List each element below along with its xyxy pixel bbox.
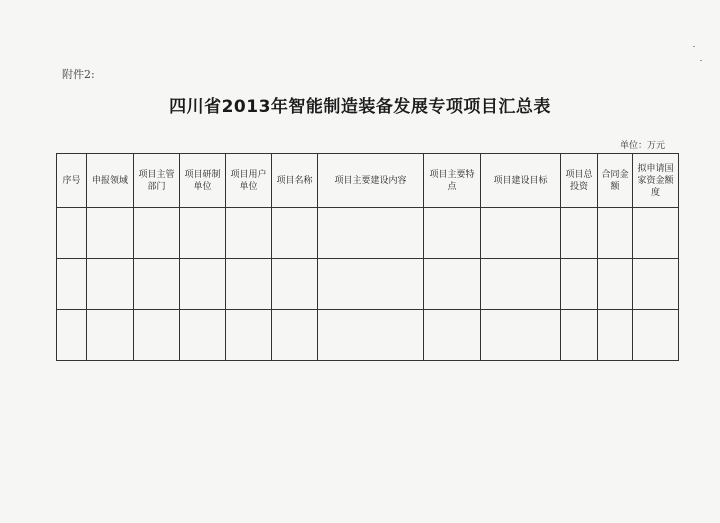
table-cell [481, 259, 561, 310]
header-cell-content: 项目主要建设内容 [318, 154, 424, 208]
document-title: 四川省2013年智能制造装备发展专项项目汇总表 [169, 97, 551, 117]
table-cell [318, 310, 424, 361]
table-cell [561, 259, 598, 310]
table-cell [424, 310, 481, 361]
table-cell [561, 208, 598, 259]
table-cell [87, 208, 134, 259]
table-cell [633, 310, 679, 361]
header-cell-index: 序号 [57, 154, 87, 208]
scan-speck [700, 60, 702, 61]
header-row [57, 154, 679, 208]
table-cell [180, 208, 226, 259]
table-cell [87, 259, 134, 310]
table-cell [561, 310, 598, 361]
table-cell [633, 259, 679, 310]
table-row [57, 259, 679, 310]
table-cell [598, 259, 633, 310]
table-row [57, 208, 679, 259]
header-cell-project-name: 项目名称 [272, 154, 318, 208]
table-cell [318, 259, 424, 310]
table-cell [87, 310, 134, 361]
header-cell-features: 项目主要特点 [424, 154, 481, 208]
table-cell [180, 259, 226, 310]
table-cell [272, 310, 318, 361]
table-cell [424, 208, 481, 259]
table-cell [318, 208, 424, 259]
header-cell-investment: 项目总投资 [561, 154, 598, 208]
table-cell [424, 259, 481, 310]
scan-speck [693, 46, 695, 47]
table-cell [481, 310, 561, 361]
table-row [57, 310, 679, 361]
header-cell-national-fund: 拟申请国家资金额度 [633, 154, 679, 208]
header-cell-field: 申报领域 [87, 154, 134, 208]
header-cell-goals: 项目建设目标 [481, 154, 561, 208]
table-cell [598, 310, 633, 361]
header-cell-dept: 项目主管部门 [134, 154, 180, 208]
table-cell [598, 208, 633, 259]
attachment-label: 附件2: [62, 68, 95, 81]
header-cell-user-unit: 项目用户单位 [226, 154, 272, 208]
table-cell [134, 310, 180, 361]
table-cell [134, 208, 180, 259]
table-cell [57, 310, 87, 361]
table-cell [226, 208, 272, 259]
table-cell [633, 208, 679, 259]
table-cell [272, 208, 318, 259]
table-cell [226, 310, 272, 361]
header-cell-developer: 项目研制单位 [180, 154, 226, 208]
table-cell [57, 259, 87, 310]
table-cell [57, 208, 87, 259]
summary-table [56, 153, 679, 361]
table-cell [134, 259, 180, 310]
table-cell [272, 259, 318, 310]
table-cell [226, 259, 272, 310]
table-cell [180, 310, 226, 361]
header-cell-contract: 合同金额 [598, 154, 633, 208]
table-cell [481, 208, 561, 259]
unit-label: 单位：万元 [620, 141, 666, 151]
